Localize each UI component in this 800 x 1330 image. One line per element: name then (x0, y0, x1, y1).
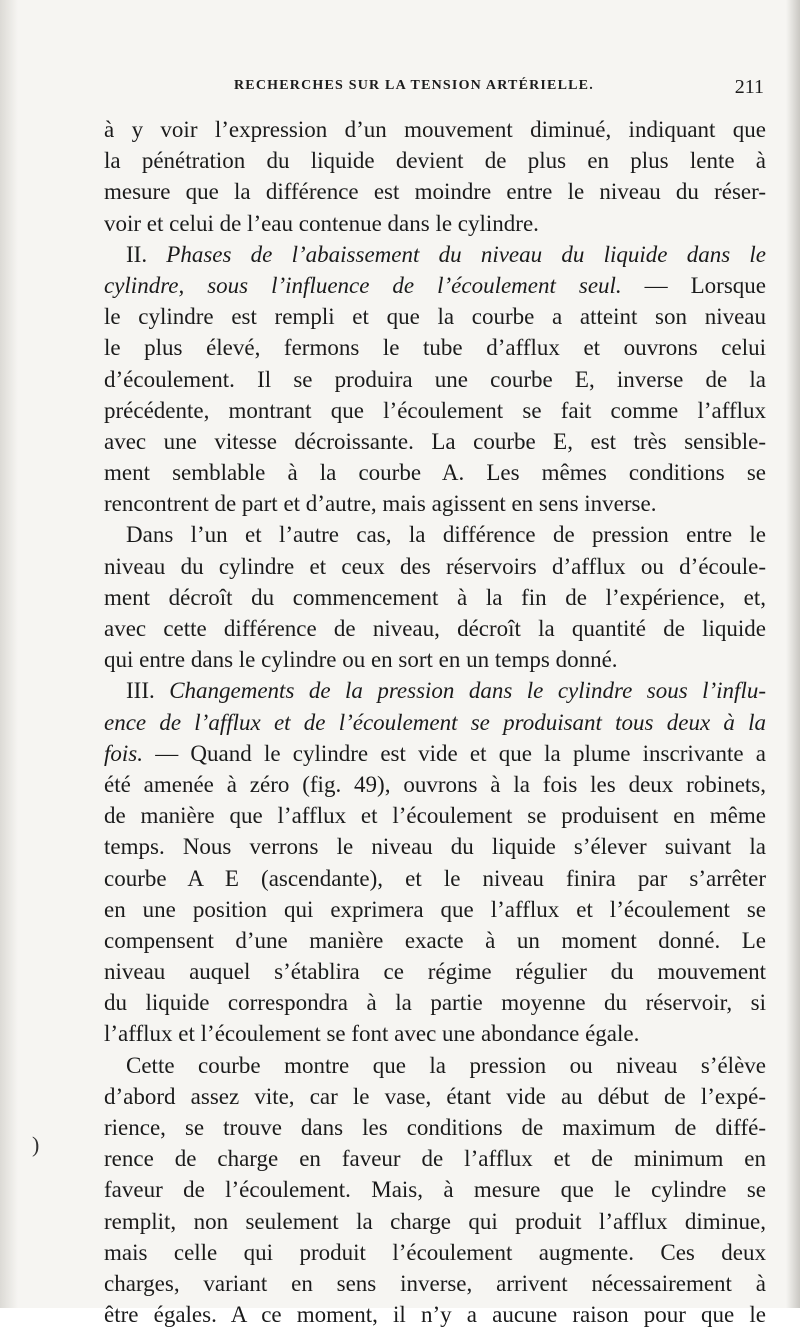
text-line (104, 769, 766, 800)
text-line (104, 1081, 766, 1112)
text-line (104, 863, 766, 894)
text-segment: de manière que l’afflux et l’écoulement se produisent en même (104, 803, 766, 829)
text-segment: être égales. A ce moment, il n’y a aucune raison pour que le (104, 1302, 766, 1328)
running-title: RECHERCHES SUR LA TENSION ARTÉRIELLE. (234, 78, 594, 93)
text-segment: Dans l’un et l’autre cas, la différence de pression entre le (126, 522, 766, 548)
text-segment: en une position qui exprimera que l’afflux et l’écoulement se (104, 896, 766, 922)
text-line (104, 1174, 766, 1205)
text-segment: la pénétration du liquide devient de plus en plus lente à (104, 148, 766, 174)
text-line (104, 301, 766, 332)
text-line (104, 675, 766, 706)
italic-text-segment: Phases de l’abaissement du niveau du liquide dans le (166, 241, 766, 267)
text-line (104, 270, 766, 301)
text-segment: l’afflux et l’écoulement se font avec une abondance égale. (104, 1021, 640, 1047)
text-segment: ment semblable à la courbe A. Les mêmes conditions se (104, 460, 766, 486)
text-segment: rience, se trouve dans les conditions de maximum de diffé- (104, 1115, 766, 1140)
italic-text-segment: ence de l’afflux et de l’écoulement se produisant tous deux à la (104, 709, 766, 735)
text-line (104, 1143, 766, 1174)
text-segment: du liquide correspondra à la partie moyenne du réservoir, si (104, 990, 766, 1016)
text-segment: charges, variant en sens inverse, arrivent nécessairement à (104, 1270, 766, 1296)
page-left-edge (0, 0, 18, 1308)
text-segment: mais celle qui produit l’écoulement augmente. Ces deux (104, 1239, 766, 1265)
text-segment: rence de charge en faveur de l’afflux et de minimum en (104, 1146, 766, 1172)
text-segment: II. (126, 241, 167, 267)
text-line (104, 1268, 766, 1299)
text-line (104, 551, 766, 582)
text-segment: temps. Nous verrons le niveau du liquide s’élever suivant la (104, 834, 766, 860)
text-line (104, 1206, 766, 1237)
text-line (104, 176, 766, 207)
text-line (104, 956, 766, 987)
text-line (104, 208, 766, 239)
text-segment: d’abord assez vite, car le vase, étant vide au début de l’expé- (104, 1083, 766, 1109)
text-segment: — Quand le cylindre est vide et que la plume inscrivante a (142, 740, 766, 766)
text-line (104, 738, 766, 769)
text-segment: rencontrent de part et d’autre, mais agissent en sens inverse. (104, 491, 657, 517)
margin-mark: ) (32, 1132, 40, 1157)
text-segment: Cette courbe montre que la pression ou niveau s’élève (126, 1052, 766, 1078)
text-segment: été amenée à zéro (fig. 49), ouvrons à la fois les deux robinets, (104, 771, 766, 797)
italic-text-segment: cylindre, sous l’influence de l’écoulement seul. (104, 272, 622, 298)
page-number: 211 (734, 76, 764, 98)
text-line (104, 426, 766, 457)
text-line (104, 800, 766, 831)
text-segment: courbe A E (ascendante), et le niveau finira par s’arrêter (104, 865, 766, 891)
text-line (104, 987, 766, 1018)
text-line (104, 332, 766, 363)
text-segment: III. (126, 678, 170, 704)
text-segment: compensent d’une manière exacte à un moment donné. Le (104, 927, 766, 953)
text-line (104, 145, 766, 176)
text-line (104, 582, 766, 613)
text-segment: précédente, montrant que l’écoulement se fait comme l’afflux (104, 397, 766, 423)
body-text (104, 114, 766, 1330)
text-line (104, 925, 766, 956)
text-line (104, 613, 766, 644)
text-segment: le plus élevé, fermons le tube d’afflux et ouvrons celui (104, 335, 766, 361)
text-segment: le cylindre est rempli et que la courbe a atteint son niveau (104, 304, 766, 330)
page-header (108, 76, 764, 100)
text-line (104, 1050, 766, 1081)
italic-text-segment: Changements de la pression dans le cylindre sous l’influ- (169, 678, 766, 704)
text-segment: avec cette différence de niveau, décroît la quantité de liquide (104, 616, 766, 641)
text-line (104, 114, 766, 145)
text-line (104, 364, 766, 395)
text-segment: remplit, non seulement la charge qui produit l’afflux diminue, (104, 1208, 766, 1234)
text-line (104, 644, 766, 675)
text-line (104, 488, 766, 519)
text-line (104, 894, 766, 925)
italic-text-segment: fois. (104, 740, 143, 766)
text-segment: niveau auquel s’établira ce régime régulier du mouvement (104, 959, 766, 985)
page-right-edge (786, 0, 800, 1308)
text-segment: avec une vitesse décroissante. La courbe E, est très sensible- (104, 428, 766, 454)
text-segment: ment décroît du commencement à la fin de l’expérience, et, (104, 584, 766, 610)
text-segment: à y voir l’expression d’un mouvement diminué, indiquant que (104, 117, 766, 142)
text-line (104, 457, 766, 488)
text-line (104, 519, 766, 550)
text-line (104, 1299, 766, 1330)
text-segment: qui entre dans le cylindre ou en sort en un temps donné. (104, 647, 618, 673)
text-line (104, 395, 766, 426)
text-segment: — Lorsque (621, 272, 766, 298)
text-segment: faveur de l’écoulement. Mais, à mesure que le cylindre se (104, 1177, 766, 1203)
text-line (104, 1112, 766, 1143)
text-line (104, 707, 766, 738)
text-line (104, 1237, 766, 1268)
text-segment: voir et celui de l’eau contenue dans le cylindre. (104, 210, 539, 236)
text-segment: niveau du cylindre et ceux des réservoirs d’afflux ou d’écoule- (104, 553, 766, 579)
text-line (104, 1018, 766, 1049)
text-segment: d’écoulement. Il se produira une courbe E, inverse de la (104, 366, 766, 392)
text-line (104, 831, 766, 862)
text-line (104, 239, 766, 270)
text-segment: mesure que la différence est moindre entre le niveau du réser- (104, 179, 766, 205)
